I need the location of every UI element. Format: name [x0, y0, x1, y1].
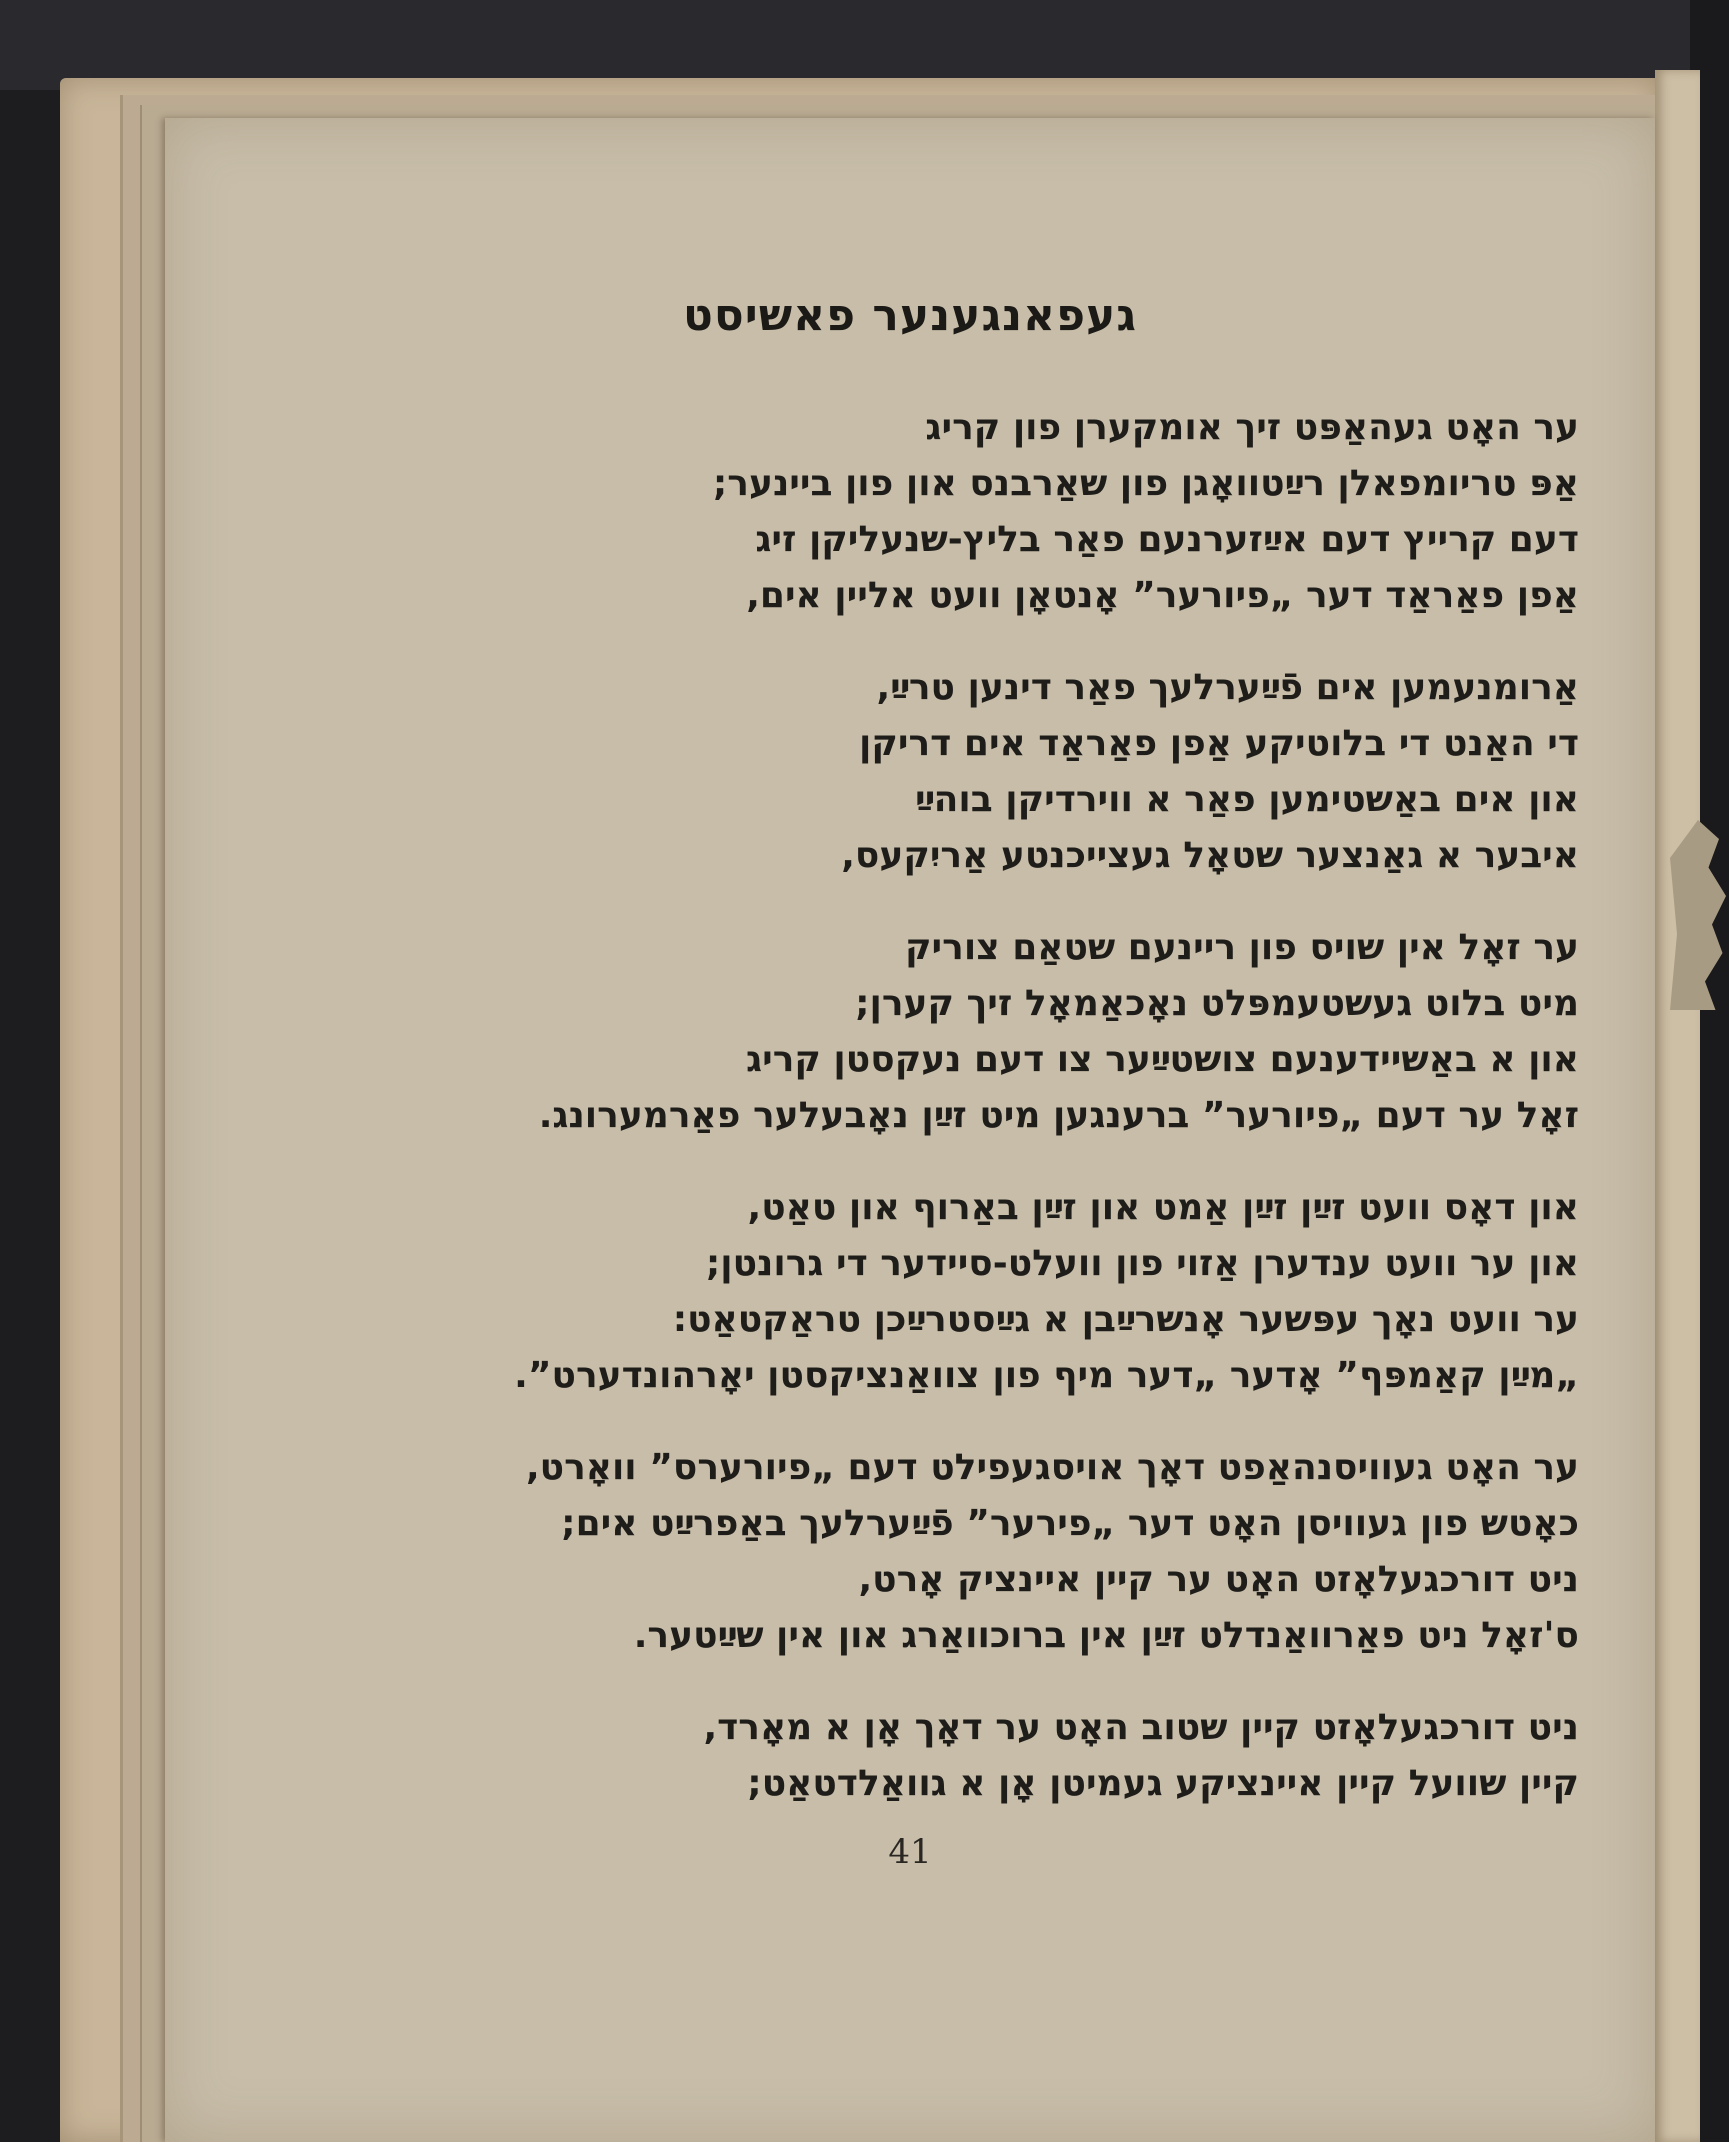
- facing-page-strip: [1655, 70, 1700, 2142]
- poem-line: דעם קרייץ דעם אײַזערנעם פאַר בליץ-שנעליקן זיג: [755, 519, 1579, 560]
- stanza-5: [319, 1440, 1579, 1664]
- poem-line: ער וועט נאָך עפּשער אָנשרײַבן א גײַסטרײַכן טראַקטאַט:: [672, 1299, 1579, 1340]
- poem-line: ער זאָל אין שויס פון ריינעם שטאַם צוריק: [905, 927, 1579, 968]
- poem-line: ניט דורכגעלאָזט האָט ער קיין איינציק אָרט,: [858, 1559, 1579, 1600]
- poem-line: און דאָס וועט זײַן זײַן אַמט און זײַן באַרוף און טאַט,: [747, 1187, 1579, 1228]
- stanza-3: [319, 920, 1579, 1144]
- poem-line: כאָטש פון געוויסן האָט דער „פירער” פֿײַערלעך באַפרײַט אים;: [561, 1503, 1579, 1544]
- poem-line: ניט דורכגעלאָזט קיין שטוב האָט ער דאָך אָן א מאָרד,: [703, 1707, 1579, 1748]
- stanza-6: [319, 1700, 1579, 1812]
- poem-line: און ער וועט ענדערן אַזוי פון וועלט-סיידער די גרונטן;: [705, 1243, 1579, 1284]
- poem-line: ער האָט געוויסנהאַפט דאָך אויסגעפילט דעם „פיורערס” וואָרט,: [525, 1447, 1579, 1488]
- poem-line: „מײַן קאַמפּף” אָדער „דער מיף פון צוואַנציקסטן יאָרהונדערט”.: [514, 1355, 1579, 1396]
- poem-line: אַפּ טריומפאלן רײַטוואָגן פון שאַרבנס און פון ביינער;: [712, 463, 1579, 504]
- poem-line: ער האָט געהאַפּט זיך אומקערן פון קריג: [925, 407, 1579, 448]
- poem-line: ס'זאָל ניט פאַרוואַנדלט זײַן אין ברוכוואַרג און אין שײַטער.: [633, 1615, 1579, 1656]
- poem-line: קיין שוועל קיין איינציקע געמיטן אָן א גוואַלדטאַט;: [747, 1763, 1579, 1804]
- poem-line: די האַנט די בלוטיקע אַפן פאַראַד אים דריקן: [859, 723, 1579, 764]
- scanner-background: [0, 0, 1729, 90]
- page-number: 41: [888, 1832, 932, 1872]
- stanza-1: [319, 400, 1579, 624]
- poem-line: אַרומנעמען אים פֿײַערלעך פאַר דינען טרײַ,: [876, 667, 1579, 708]
- poem-line: און א באַשיידענעם צושטײַער צו דעם נעקסטן קריג: [746, 1039, 1579, 1080]
- poem-line: זאָל ער דעם „פיורער” ברענגען מיט זײַן נאָבעלער פאַרמערונג.: [538, 1095, 1579, 1136]
- poem-title: געפאנגענער פאשיסט: [683, 290, 1137, 341]
- stanza-4: [319, 1180, 1579, 1404]
- poem-line: איבער א גאַנצער שטאָל געצייכנטע אַריִקעס,: [841, 835, 1579, 876]
- poem-line: מיט בלוט געשטעמפּלט נאָכאַמאָל זיך קערן;: [855, 983, 1579, 1024]
- poem-line: און אים באַשטימען פאַר א ווירדיקן בוהײַ: [914, 779, 1579, 820]
- poem-line: אַפן פאַראַד דער „פיורער” אָנטאָן וועט אליין אים,: [746, 575, 1579, 616]
- stanza-2: [319, 660, 1579, 884]
